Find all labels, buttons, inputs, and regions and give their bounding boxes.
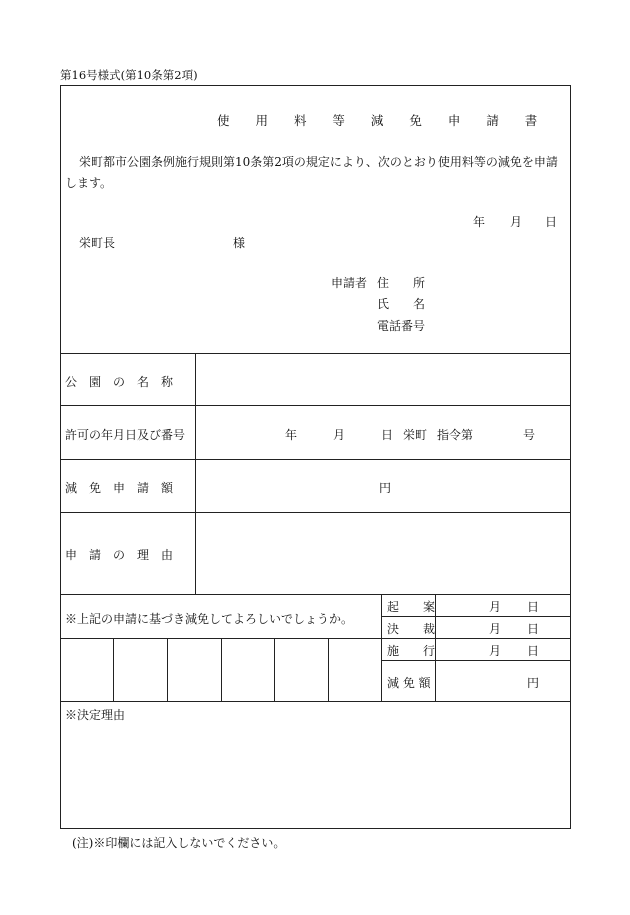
date-month: 月 <box>510 215 523 229</box>
reason-label: 申 請 の 理 由 <box>65 548 174 562</box>
permit-year: 年 <box>285 428 298 442</box>
permit-directive: 指令第 <box>437 428 474 442</box>
permit-number-suffix: 号 <box>523 428 536 442</box>
draft-day: 日 <box>527 600 540 614</box>
date-day: 日 <box>545 215 558 229</box>
draft-label: 起 案 <box>387 600 436 614</box>
permit-month: 月 <box>333 428 346 442</box>
enforcement-label: 施 行 <box>387 644 436 658</box>
enforcement-month: 月 <box>489 644 502 658</box>
reduction-yen: 円 <box>379 481 392 495</box>
reduction-amount-approval-label: 減 免 額 <box>387 676 431 690</box>
decision-month: 月 <box>489 622 502 636</box>
form-title: 使 用 料 等 減 免 申 請 書 <box>217 113 549 128</box>
applicant-address-label: 住 所 <box>377 276 426 290</box>
reduction-amount-label: 減 免 申 請 額 <box>65 481 174 495</box>
form-number: 第16号様式(第10条第2項) <box>60 68 198 82</box>
addressee-name: 栄町長 <box>79 236 116 250</box>
decision-day: 日 <box>527 622 540 636</box>
permit-town: 栄町 <box>403 428 428 442</box>
addressee-honorific: 様 <box>233 236 246 250</box>
application-form <box>60 85 571 829</box>
applicant-phone-label: 電話番号 <box>377 319 426 333</box>
park-name-label: 公 園 の 名 称 <box>65 375 174 389</box>
applicant-name-label: 氏 名 <box>377 297 426 311</box>
decision-label: 決 裁 <box>387 622 436 636</box>
decision-reason-label: ※決定理由 <box>65 708 126 722</box>
footnote: (注)※印欄には記入しないでください。 <box>72 836 286 850</box>
enforcement-day: 日 <box>527 644 540 658</box>
date-year: 年 <box>473 215 486 229</box>
permit-label: 許可の年月日及び番号 <box>65 428 186 442</box>
draft-month: 月 <box>489 600 502 614</box>
approval-yen: 円 <box>527 676 540 690</box>
approval-question: ※上記の申請に基づき減免してよろしいでしょうか。 <box>65 612 354 626</box>
permit-day: 日 <box>381 428 394 442</box>
intro-paragraph: 栄町都市公園条例施行規則第10条第2項の規定により、次のとおり使用料等の減免を申請します。 <box>65 155 558 190</box>
applicant-label: 申請者 <box>331 276 368 290</box>
